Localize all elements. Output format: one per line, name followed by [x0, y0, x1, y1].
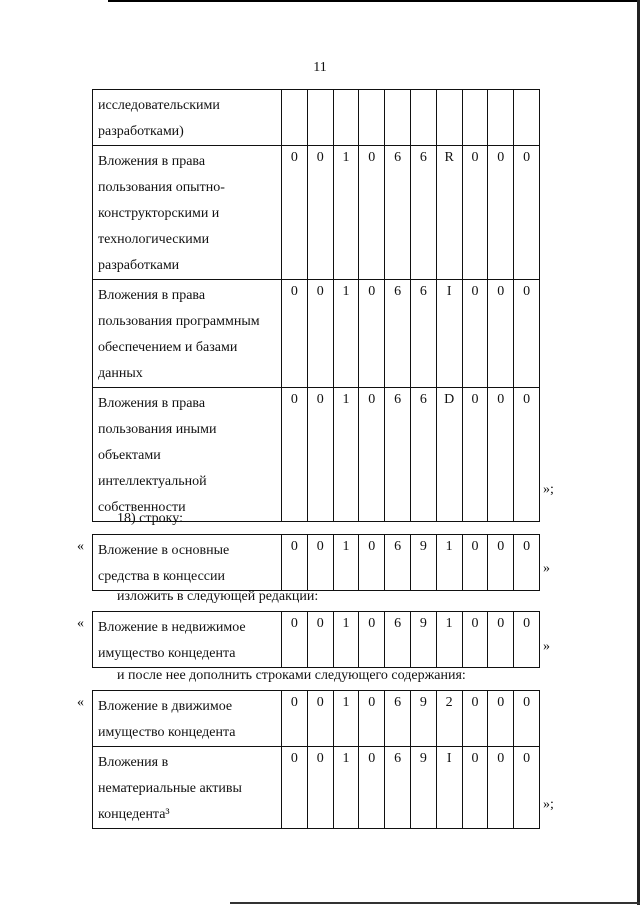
row-label [93, 280, 282, 388]
code-digit-cell: 0 [462, 280, 488, 388]
table-row [93, 691, 540, 747]
code-digit-cell: 9 [410, 612, 436, 668]
close-quote-3: » [543, 639, 550, 654]
row-label [93, 535, 282, 591]
code-digit-cell: 6 [410, 280, 436, 388]
code-table-1-body [93, 90, 540, 522]
row-label-line: средства в концессии [98, 569, 225, 584]
row-label-line: Вложение в движимое [98, 699, 233, 714]
code-digit-cell: 1 [333, 388, 359, 522]
code-digit-cell: 0 [282, 535, 308, 591]
table-row [93, 612, 540, 668]
code-digit-cell: 6 [410, 388, 436, 522]
code-digit-cell: 0 [282, 691, 308, 747]
row-label-line: имущество концедента [98, 646, 236, 661]
row-label-line: обеспечением и базами [98, 340, 238, 355]
code-digit-cell: 6 [410, 146, 436, 280]
code-digit-cell: 1 [333, 146, 359, 280]
code-digit-cell: 0 [307, 388, 333, 522]
row-label-line: данных [98, 366, 143, 381]
page-edge-bottom [230, 902, 640, 904]
code-digit-cell: 0 [359, 388, 385, 522]
code-digit-cell: 0 [359, 747, 385, 829]
code-digit-cell [282, 90, 308, 146]
code-table-4-body [93, 691, 540, 829]
code-digit-cell: 6 [385, 280, 411, 388]
code-digit-cell: 0 [488, 146, 514, 280]
row-label-line: имущество концедента [98, 725, 236, 740]
code-digit-cell: 0 [514, 280, 540, 388]
code-digit-cell: 0 [514, 535, 540, 591]
instruction-18: 18) строку: [117, 511, 183, 526]
code-digit-cell [359, 90, 385, 146]
code-digit-cell [488, 90, 514, 146]
code-digit-cell: 0 [462, 612, 488, 668]
close-quote-2: » [543, 561, 550, 576]
code-digit-cell: 0 [488, 535, 514, 591]
code-digit-cell: 0 [488, 388, 514, 522]
code-digit-cell: 6 [385, 388, 411, 522]
code-digit-cell: 0 [282, 280, 308, 388]
code-digit-cell: 1 [436, 535, 462, 591]
open-quote-3: « [77, 616, 84, 631]
code-table-1 [92, 89, 540, 522]
row-label-line: Вложение в основные [98, 543, 230, 558]
code-digit-cell: 0 [462, 535, 488, 591]
row-label-line: разработками [98, 258, 180, 273]
row-label [93, 612, 282, 668]
code-digit-cell: 0 [307, 535, 333, 591]
code-digit-cell [462, 90, 488, 146]
row-label-line: Вложение в недвижимое [98, 620, 246, 635]
table-row [93, 535, 540, 591]
code-digit-cell: 0 [359, 146, 385, 280]
code-digit-cell: 0 [488, 280, 514, 388]
code-digit-cell: 6 [385, 535, 411, 591]
code-digit-cell [436, 90, 462, 146]
row-label-line: пользования программным [98, 314, 260, 329]
code-digit-cell [385, 90, 411, 146]
row-label-line: конструкторскими и [98, 206, 220, 221]
code-digit-cell: 0 [307, 691, 333, 747]
row-label-line: пользования иными [98, 422, 217, 437]
code-digit-cell: I [436, 280, 462, 388]
table-row [93, 90, 540, 146]
code-digit-cell: 0 [514, 146, 540, 280]
code-digit-cell: 0 [488, 747, 514, 829]
code-digit-cell: 0 [282, 612, 308, 668]
code-table-4 [92, 690, 540, 829]
code-digit-cell [333, 90, 359, 146]
code-digit-cell: 0 [307, 612, 333, 668]
code-digit-cell: 0 [307, 747, 333, 829]
row-label [93, 747, 282, 829]
row-label-line: технологическими [98, 232, 210, 247]
code-digit-cell: D [436, 388, 462, 522]
code-digit-cell: 0 [359, 691, 385, 747]
open-quote-4: « [77, 695, 84, 710]
row-label-line: концедента³ [98, 807, 170, 822]
row-label-line: пользования опытно- [98, 180, 225, 195]
code-table-3 [92, 611, 540, 668]
code-digit-cell: 0 [462, 388, 488, 522]
row-label-line: исследовательскими [98, 98, 220, 113]
row-label-line: нематериальные активы [98, 781, 242, 796]
code-digit-cell: 1 [436, 612, 462, 668]
code-digit-cell: 0 [359, 535, 385, 591]
code-digit-cell: 0 [462, 747, 488, 829]
code-digit-cell: 0 [282, 747, 308, 829]
row-label [93, 146, 282, 280]
code-digit-cell: 9 [410, 535, 436, 591]
code-digit-cell: 6 [385, 612, 411, 668]
code-digit-cell: 0 [514, 612, 540, 668]
code-digit-cell: 0 [307, 146, 333, 280]
code-digit-cell: 0 [282, 388, 308, 522]
code-table-3-body [93, 612, 540, 668]
code-digit-cell: 0 [514, 691, 540, 747]
code-digit-cell: 6 [385, 691, 411, 747]
code-digit-cell: 0 [307, 280, 333, 388]
code-table-2 [92, 534, 540, 591]
table-row [93, 388, 540, 522]
code-table-2-body [93, 535, 540, 591]
row-label-line: Вложения в [98, 755, 169, 770]
code-digit-cell: 0 [488, 691, 514, 747]
code-digit-cell: 0 [514, 388, 540, 522]
instruction-add: и после нее дополнить строками следующего содержания: [117, 668, 466, 683]
row-label [93, 691, 282, 747]
row-label-line: Вложения в права [98, 154, 206, 169]
row-label-line: объектами [98, 448, 161, 463]
code-digit-cell: 2 [436, 691, 462, 747]
code-digit-cell: 9 [410, 747, 436, 829]
code-digit-cell: 0 [359, 612, 385, 668]
close-quote-4: »; [543, 797, 554, 812]
row-label [93, 90, 282, 146]
code-digit-cell: 0 [359, 280, 385, 388]
open-quote-2: « [77, 539, 84, 554]
code-digit-cell: 0 [488, 612, 514, 668]
code-digit-cell: 0 [462, 691, 488, 747]
code-digit-cell: 6 [385, 146, 411, 280]
table-row [93, 747, 540, 829]
code-digit-cell: I [436, 747, 462, 829]
code-digit-cell: 0 [462, 146, 488, 280]
code-digit-cell: 1 [333, 747, 359, 829]
table-row [93, 280, 540, 388]
code-digit-cell: 0 [514, 747, 540, 829]
code-digit-cell: 1 [333, 280, 359, 388]
instruction-edit: изложить в следующей редакции: [117, 589, 319, 604]
code-digit-cell: R [436, 146, 462, 280]
row-label-line: Вложения в права [98, 288, 206, 303]
code-digit-cell: 6 [385, 747, 411, 829]
code-digit-cell [307, 90, 333, 146]
page-number: 11 [313, 60, 327, 75]
code-digit-cell [514, 90, 540, 146]
page-edge-top [108, 0, 640, 2]
table-row [93, 146, 540, 280]
code-digit-cell: 9 [410, 691, 436, 747]
code-digit-cell [410, 90, 436, 146]
code-digit-cell: 0 [282, 146, 308, 280]
row-label-line: Вложения в права [98, 396, 206, 411]
code-digit-cell: 1 [333, 691, 359, 747]
row-label [93, 388, 282, 522]
close-quote-1: »; [543, 482, 554, 497]
code-digit-cell: 1 [333, 612, 359, 668]
row-label-line: интеллектуальной [98, 474, 207, 489]
row-label-line: разработками) [98, 124, 184, 139]
row-label-line: собственности [98, 500, 186, 515]
code-digit-cell: 1 [333, 535, 359, 591]
